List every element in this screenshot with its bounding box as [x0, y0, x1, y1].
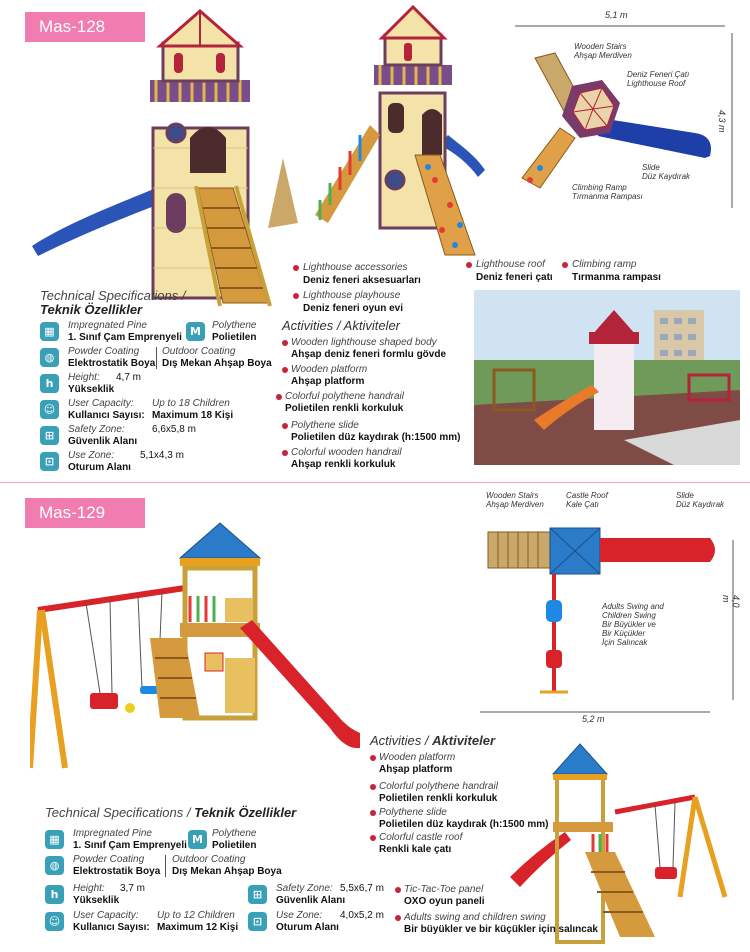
capacity-value: Up to 18 Children [152, 398, 230, 409]
activity-tr: Ahşap deniz feneri formlu gövde [291, 349, 447, 360]
bullet [282, 450, 288, 456]
activity-tr: Polietilen renkli korkuluk [379, 793, 498, 804]
roof-note-en: Climbing ramp [572, 259, 637, 270]
bullet [562, 262, 568, 268]
plan-width-label: 5,1 m [605, 10, 628, 20]
users-icon: ☺ [45, 912, 64, 931]
activity-en: Colorful polythene handrail [285, 391, 404, 402]
use-zone-icon: ⊡ [40, 452, 59, 471]
spec-title: Technical Specifications / [40, 288, 186, 303]
plan-swing-label: Adults Swing and Children Swing Bir Büyükler ve Bir Küçükler İçin Salıncak [602, 602, 664, 647]
bullet [282, 367, 288, 373]
use-zone-label: Use Zone: [276, 910, 323, 921]
plan-width-label: 5,2 m [582, 714, 605, 724]
material-label: Impregnated Pine [68, 320, 147, 331]
safety-label: Safety Zone: [68, 424, 125, 435]
height-label-tr: Yükseklik [73, 895, 120, 906]
divider-bar [165, 855, 166, 877]
coating-label: Powder Coating [68, 346, 140, 357]
activities-heading: Activities / Aktiviteler [282, 318, 401, 333]
safety-zone-icon: ⊞ [248, 885, 267, 904]
spec-title-tr: Teknik Özellikler [40, 302, 143, 317]
section-divider [0, 482, 750, 483]
height-value: 4,7 m [116, 372, 142, 383]
coating-value: Elektrostatik Boya [73, 866, 161, 877]
safety-label-tr: Güvenlik Alanı [68, 436, 138, 447]
activity-en: Colorful wooden handrail [291, 447, 402, 458]
capacity-value-tr: Maximum 12 Kişi [157, 922, 239, 933]
roof-note-tr: Tırmanma rampası [572, 272, 661, 283]
activities-heading: Activities / Aktiviteler [370, 733, 496, 748]
spec-title: Technical Specifications / Teknik Özellikler [45, 805, 297, 820]
activity-tr: Ahşap platform [379, 764, 453, 775]
bullet [276, 394, 282, 400]
use-zone-value: 4,0x5,2 m [340, 910, 384, 921]
activity-tr: Renkli kale çatı [379, 844, 452, 855]
material-value: Polietilen [212, 840, 257, 851]
users-icon: ☺ [40, 400, 59, 419]
activity-tr: Polietilen düz kaydırak (h:1500 mm) [291, 432, 461, 443]
wood-icon: ▦ [45, 830, 64, 849]
use-zone-label-tr: Oturum Alanı [68, 462, 131, 473]
coating-icon: ◍ [45, 856, 64, 875]
coating-label: Outdoor Coating [172, 854, 246, 865]
activity-tr: Ahşap renkli korkuluk [291, 459, 396, 470]
divider-bar [156, 347, 157, 369]
safety-value: 6,6x5,8 m [152, 424, 196, 435]
bullet [370, 810, 376, 816]
height-icon: h [40, 374, 59, 393]
activity-en: Wooden platform [291, 364, 368, 375]
plan-depth-label: 4,0 m [721, 595, 741, 608]
extra-tr: Bir büyükler ve bir küçükler için salıncak [404, 924, 598, 935]
polythene-icon: M [188, 830, 207, 849]
wood-icon: ▦ [40, 322, 59, 341]
height-label: Height: [73, 883, 105, 894]
activity-tr: Ahşap platform [291, 376, 365, 387]
plan-depth-label: 4,3 m [717, 110, 727, 133]
coating-value: Dış Mekan Ahşap Boya [162, 358, 272, 369]
safety-label-tr: Güvenlik Alanı [276, 895, 346, 906]
use-zone-label: Use Zone: [68, 450, 115, 461]
material-label: Polythene [212, 320, 257, 331]
material-label: Impregnated Pine [73, 828, 152, 839]
activity-en: Wooden platform [379, 752, 456, 763]
material-value: 1. Sınıf Çam Emprenyeli [68, 332, 182, 343]
capacity-label-tr: Kullanıcı Sayısı: [68, 410, 145, 421]
bullet [293, 293, 299, 299]
capacity-label: User Capacity: [73, 910, 139, 921]
activity-en: Colorful castle roof [379, 832, 463, 843]
extra-tr: OXO oyun paneli [404, 896, 485, 907]
safety-zone-icon: ⊞ [40, 426, 59, 445]
use-zone-label-tr: Oturum Alanı [276, 922, 339, 933]
material-value: Polietilen [212, 332, 257, 343]
plan-slide-label: Slide Düz Kaydırak [676, 491, 725, 509]
capacity-value-tr: Maximum 18 Kişi [152, 410, 234, 421]
plan-roof-label: Deniz Feneri Çatı Lighthouse Roof [627, 70, 690, 88]
use-zone-icon: ⊡ [248, 912, 267, 931]
roof-note-tr: Deniz feneri çatı [476, 272, 553, 283]
plan-stairs-label: Wooden Stairs Ahşap Merdiven [486, 491, 544, 509]
material-label: Polythene [212, 828, 257, 839]
product-code-tag: Mas-128 [25, 12, 145, 42]
polythene-icon: M [186, 322, 205, 341]
lighthouse-side-illustration [310, 5, 490, 260]
bullet [370, 784, 376, 790]
extra-en: Tic-Tac-Toe panel [404, 884, 484, 895]
activity-tr: Polietilen renkli korkuluk [285, 403, 404, 414]
bullet [293, 265, 299, 271]
accessory-en: Lighthouse playhouse [303, 290, 401, 301]
height-icon: h [45, 885, 64, 904]
bullet [282, 340, 288, 346]
bullet [282, 423, 288, 429]
height-label-tr: Yükseklik [68, 384, 115, 395]
activity-en: Polythene slide [379, 807, 447, 818]
material-value: 1. Sınıf Çam Emprenyeli [73, 840, 187, 851]
coating-icon: ◍ [40, 348, 59, 367]
accessory-tr: Deniz feneri oyun evi [303, 303, 404, 314]
capacity-value: Up to 12 Children [157, 910, 235, 921]
plan-slide-label: Slide Düz Kaydırak [642, 163, 691, 181]
coating-value: Elektrostatik Boya [68, 358, 156, 369]
safety-label: Safety Zone: [276, 883, 333, 894]
plan-ramp-label: Climbing Ramp Tırmanma Rampası [572, 183, 643, 201]
activity-en: Colorful polythene handrail [379, 781, 498, 792]
coating-label: Powder Coating [73, 854, 145, 865]
coating-value: Dış Mekan Ahşap Boya [172, 866, 282, 877]
castle-swing-set-illustration [30, 518, 370, 773]
activity-en: Polythene slide [291, 420, 359, 431]
bullet [466, 262, 472, 268]
bullet [370, 835, 376, 841]
height-label: Height: [68, 372, 100, 383]
installed-playground-photo [474, 290, 740, 465]
capacity-label-tr: Kullanıcı Sayısı: [73, 922, 150, 933]
safety-value: 5,5x6,7 m [340, 883, 384, 894]
roof-note-en: Lighthouse roof [476, 259, 545, 270]
bullet [370, 755, 376, 761]
use-zone-value: 5,1x4,3 m [140, 450, 184, 461]
lighthouse-playground-illustration [28, 8, 298, 308]
bullet [395, 915, 401, 921]
activity-tr: Polietilen düz kaydırak (h:1500 mm) [379, 819, 549, 830]
coating-label: Outdoor Coating [162, 346, 236, 357]
accessory-tr: Deniz feneri aksesuarları [303, 275, 421, 286]
accessory-en: Lighthouse accessories [303, 262, 408, 273]
extra-en: Adults swing and children swing [404, 912, 546, 923]
activity-en: Wooden lighthouse shaped body [291, 337, 437, 348]
plan-stairs-label: Wooden Stairs Ahşap Merdiven [574, 42, 632, 60]
bullet [395, 887, 401, 893]
plan-roof-label: Castle Roof Kale Çatı [566, 491, 608, 509]
product-code-tag: Mas-129 [25, 498, 145, 528]
height-value: 3,7 m [120, 883, 146, 894]
capacity-label: User Capacity: [68, 398, 134, 409]
